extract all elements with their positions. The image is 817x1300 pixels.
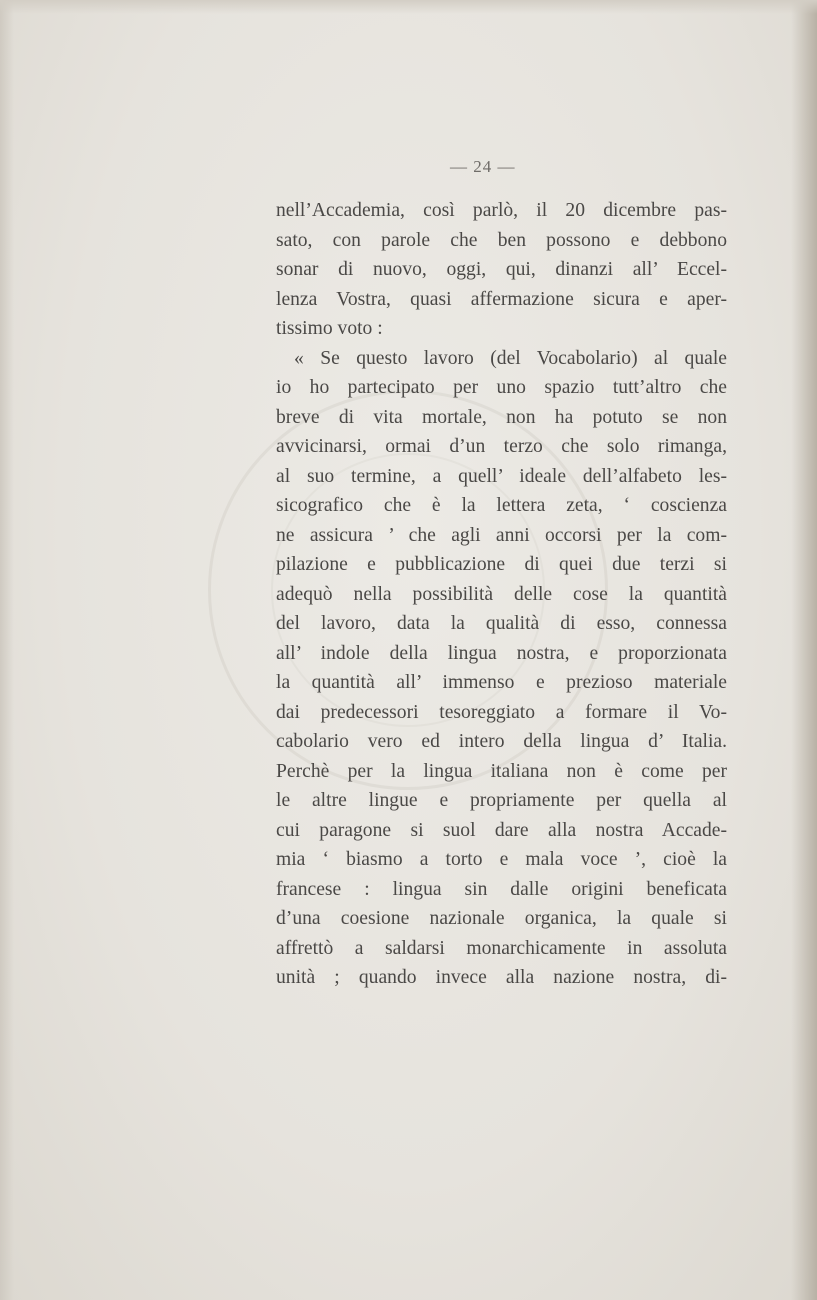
- text-line: la quantità all’ immenso e prezioso materiale: [276, 672, 727, 693]
- text-line: nell’Accademia, così parlò, il 20 dicembre pas-: [276, 200, 727, 221]
- text-line: pilazione e pubblicazione di quei due terzi si: [276, 554, 727, 575]
- text-line: francese : lingua sin dalle origini beneficata: [276, 878, 727, 900]
- page-number: — 24 —: [450, 157, 516, 176]
- page-edge-left: [0, 0, 14, 1300]
- text-line: dai predecessori tesoreggiato a formare il Vo-: [276, 701, 727, 723]
- text-line: all’ indole della lingua nostra, e proporzionata: [276, 642, 727, 664]
- page-edge-top: [0, 0, 817, 14]
- text-line: sato, con parole che ben possono e debbono: [276, 229, 727, 251]
- text-line: affrettò a saldarsi monarchicamente in assoluta: [276, 937, 727, 959]
- text-line: sicografico che è la lettera zeta, ‘ coscienza: [276, 495, 727, 516]
- text-line: sonar di nuovo, oggi, qui, dinanzi all’ Eccel-: [276, 259, 727, 280]
- text-line: cabolario vero ed intero della lingua d’ Italia.: [276, 731, 727, 752]
- text-line: breve di vita mortale, non ha potuto se non: [276, 406, 727, 428]
- text-line: adequò nella possibilità delle cose la quantità: [276, 583, 727, 605]
- text-line: « Se questo lavoro (del Vocabolario) al quale: [294, 347, 727, 369]
- text-line: io ho partecipato per uno spazio tutt’altro che: [276, 377, 727, 398]
- text-line: al suo termine, a quell’ ideale dell’alfabeto les-: [276, 465, 727, 487]
- text-line: Perchè per la lingua italiana non è come per: [276, 760, 727, 782]
- text-line: ne assicura ’ che agli anni occorsi per la com-: [276, 524, 727, 546]
- body-text: [276, 196, 727, 993]
- text-line: le altre lingue e propriamente per quella al: [276, 790, 727, 811]
- text-line: mia ‘ biasmo a torto e mala voce ’, cioè la: [276, 849, 727, 870]
- page-edge-right: [791, 0, 817, 1300]
- text-line: unità ; quando invece alla nazione nostra, di-: [276, 967, 727, 988]
- text-line: tissimo voto :: [276, 318, 383, 339]
- text-line: avvicinarsi, ormai d’un terzo che solo rimanga,: [276, 436, 727, 457]
- text-line: del lavoro, data la qualità di esso, connessa: [276, 613, 727, 634]
- text-line: lenza Vostra, quasi affermazione sicura e aper-: [276, 288, 727, 310]
- text-line: cui paragone si suol dare alla nostra Accade-: [276, 819, 727, 841]
- text-line: d’una coesione nazionale organica, la quale si: [276, 908, 727, 929]
